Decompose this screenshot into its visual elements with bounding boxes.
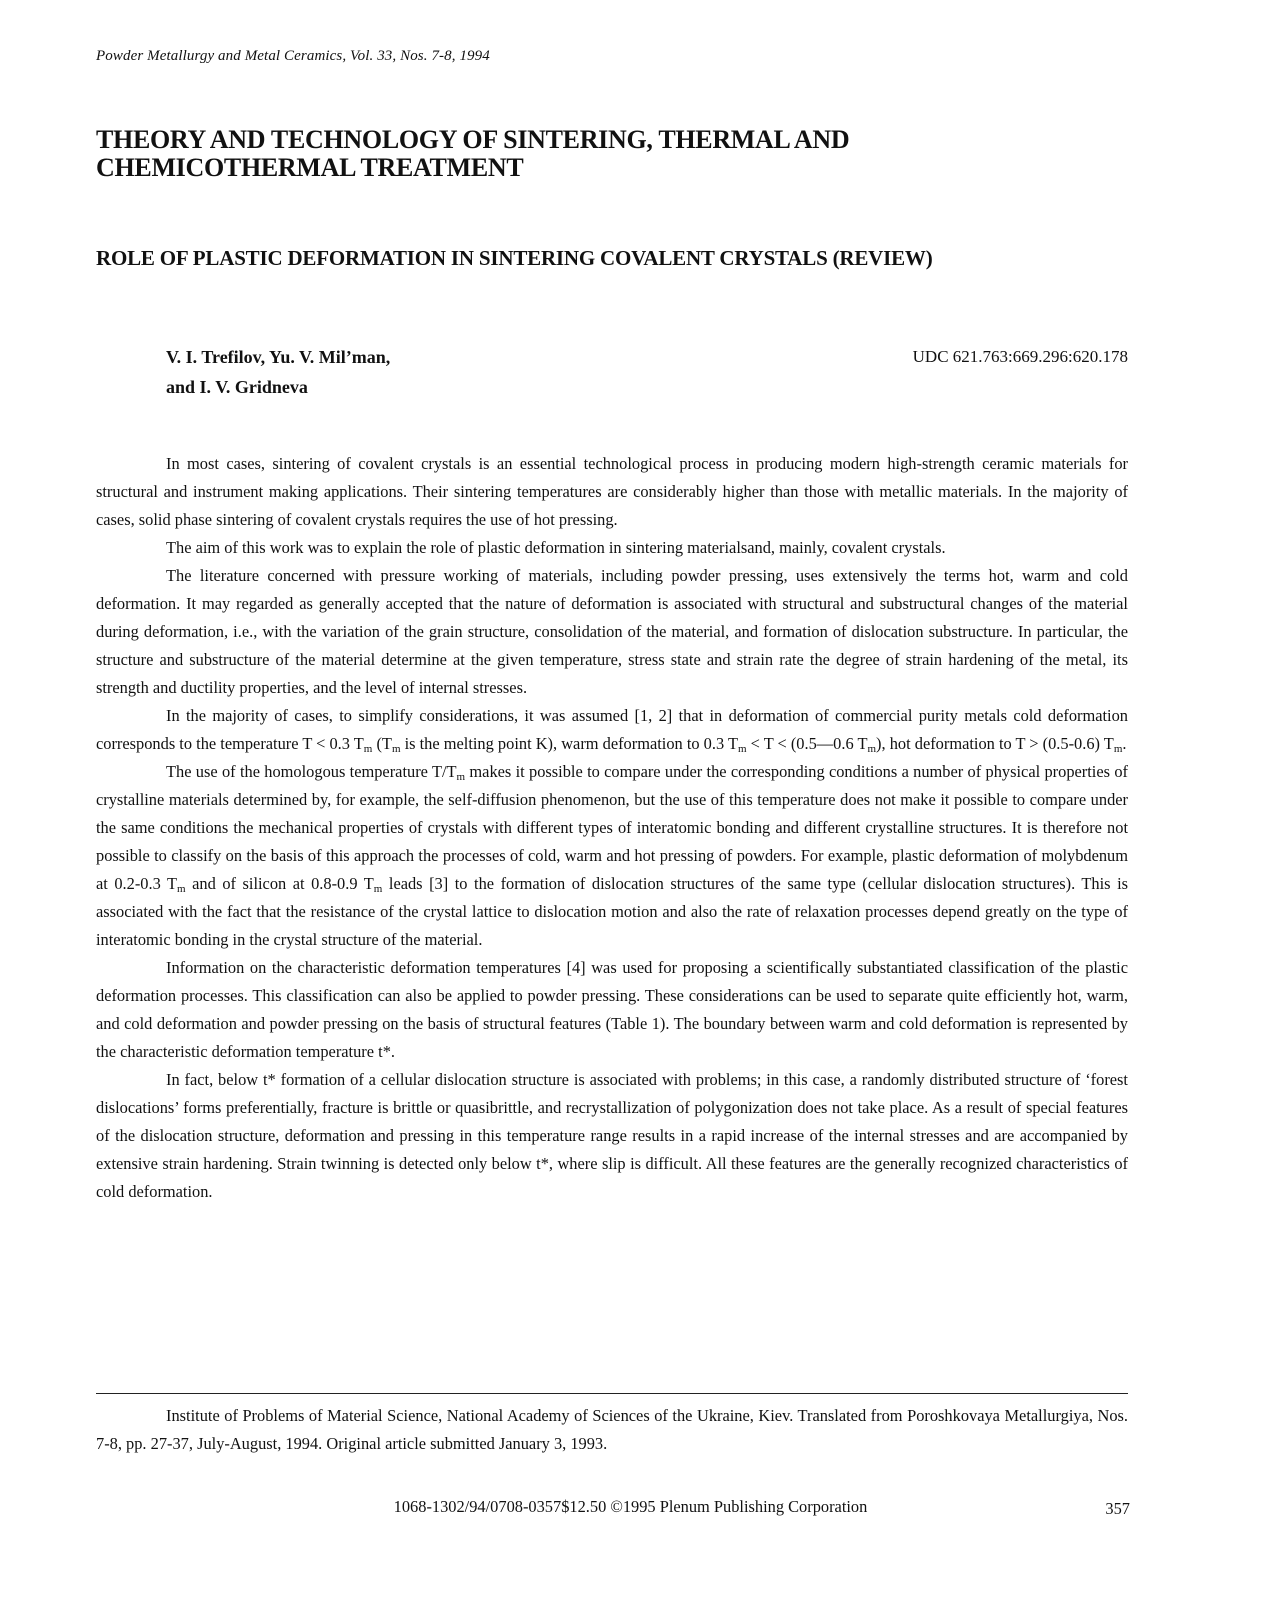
p5-text-c: and of silicon at 0.8-0.9 T (185, 874, 374, 893)
paragraph-7: In fact, below t* formation of a cellular dislocation structure is associated with problems; in this case, a randomly distributed structure of ‘forest dislocations’ forms preferentially, fracture is brittle or quasibrittle, and recrystallization of polygonization does not take place. As a result of special features of the dislocation structure, deformation and pressing in this temperature range results in a rapid increase of the internal stresses and are accompanied by extensive strain hardening. Strain twinning is detected only below t*, where slip is difficult. All these features are the generally recognized characteristics of cold deformation. (96, 1070, 1128, 1201)
paragraph-5 (96, 758, 1128, 954)
footnote (96, 1402, 1128, 1458)
copyright-line: 1068-1302/94/0708-0357$12.50 ©1995 Plenum Publishing Corporation (393, 1497, 868, 1516)
p4-subscript-5: m (1113, 743, 1123, 755)
p4-text-f: . (1122, 734, 1127, 753)
paragraph-3: The literature concerned with pressure working of materials, including powder pressing, uses extensively the terms hot, warm and cold deformation. It may regarded as generally accepted that the nature of deformation is associated with structural and substructural changes of the material during deformation, i.e., with the variation of the grain structure, consolidation of the material, and formation of dislocation substructure. In particular, the structure and substructure of the material determine at the given temperature, stress state and strain rate the degree of strain hardening of the metal, its strength and ductility properties, and the level of internal stresses. (96, 566, 1128, 697)
article-body (96, 450, 1128, 1206)
paragraph-2: The aim of this work was to explain the role of plastic deformation in sintering materialsand, mainly, covalent crystals. (166, 538, 946, 557)
p5-text-d: leads [3] to the formation of dislocation structures of the same type (cellular dislocation structures). This is associated with the fact that the resistance of the crystal lattice to dislocation motion and also the rate of relaxation processes depend greatly on the type of interatomic bonding in the crystal structure of the material. (96, 874, 1128, 949)
authors-line-2: and I. V. Gridneva (166, 377, 308, 397)
footnote-divider (96, 1393, 1128, 1394)
paragraph-1: In most cases, sintering of covalent crystals is an essential technological process in producing modern high-strength ceramic materials for structural and instrument making applications. Their sintering temperatures are considerably higher than those with metallic materials. In the majority of cases, solid phase sintering of covalent crystals requires the use of hot pressing. (96, 454, 1128, 529)
journal-header: Powder Metallurgy and Metal Ceramics, Vol. 33, Nos. 7-8, 1994 (96, 48, 490, 64)
p4-subscript-2: m (391, 743, 401, 755)
paragraph-6: Information on the characteristic deformation temperatures [4] was used for proposing a scientifically substantiated classification of the plastic deformation processes. This classification can also be applied to powder pressing. These considerations can be used to separate quite efficiently hot, warm, and cold deformation and powder pressing on the basis of structural features (Table 1). The boundary between warm and cold deformation is represented by the characteristic deformation temperature t*. (96, 958, 1128, 1061)
p4-subscript-3: m (737, 743, 747, 755)
p4-subscript-4: m (867, 743, 877, 755)
p5-subscript-1: m (456, 771, 466, 783)
p4-text-e: ), hot deformation to T > (0.5-0.6) T (876, 734, 1114, 753)
authors-line-1: V. I. Trefilov, Yu. V. Mil’man, (166, 347, 391, 367)
p5-subscript-3: m (373, 883, 383, 895)
footnote-text: Institute of Problems of Material Science, National Academy of Sciences of the Ukraine, Kiev. Translated from Poroshkovaya Metallurgiya, Nos. 7-8, pp. 27-37, July-August, 1994. Original article submitted January 3, 1993. (96, 1406, 1128, 1453)
p5-subscript-2: m (177, 883, 186, 895)
section-title: THEORY AND TECHNOLOGY OF SINTERING, THERMAL AND CHEMICOTHERMAL TREATMENT (96, 125, 850, 182)
p5-text-b: makes it possible to compare under the corresponding conditions a number of physical properties of crystalline materials determined by, for example, the self-diffusion phenomenon, but the use of this temperature does not make it possible to compare under the same conditions the mechanical properties of crystals with different types of interatomic bonding and different crystalline structures. It is therefore not possible to classify on the basis of this approach the processes of cold, warm and hot pressing of powders. For example, plastic deformation of molybdenum at 0.2-0.3 T (96, 762, 1128, 893)
udc-code: UDC 621.763:669.296:620.178 (912, 347, 1128, 366)
p5-text-a: The use of the homologous temperature T/T (166, 762, 457, 781)
p4-text-d: < T < (0.5—0.6 T (746, 734, 868, 753)
p4-subscript-1: m (363, 743, 373, 755)
author-list (166, 342, 390, 402)
p4-text-a: In the majority of cases, to simplify considerations, it was assumed [1, 2] that in deformation of commercial purity metals cold deformation corresponds to the temperature T < 0.3 T (96, 706, 1128, 753)
article-title: ROLE OF PLASTIC DEFORMATION IN SINTERING COVALENT CRYSTALS (REVIEW) (96, 246, 933, 270)
p4-text-c: is the melting point K), warm deformation to 0.3 T (400, 734, 738, 753)
p4-text-b: (T (372, 734, 392, 753)
paragraph-4 (96, 702, 1128, 758)
page-number: 357 (1105, 1499, 1130, 1518)
